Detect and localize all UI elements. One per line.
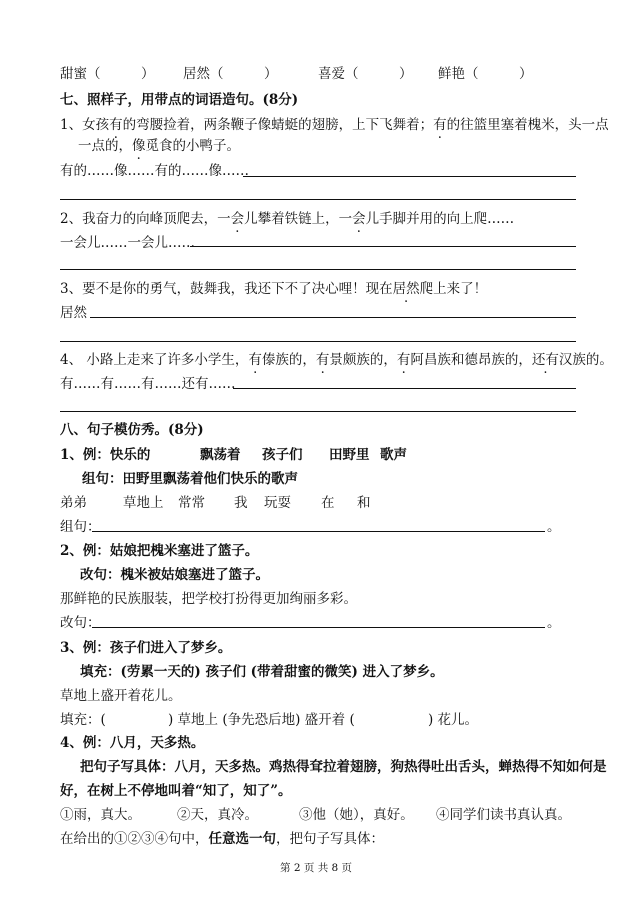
q4-answer-line-1[interactable] (233, 388, 576, 389)
item4-option-3: ③他（她），真好。 (299, 807, 414, 823)
item1-word-7: 和 (357, 495, 371, 511)
q3-sentence: 3、要不是你的勇气，鼓舞我，我还下不了决心哩！现在居然爬上来了！ (60, 281, 488, 297)
item1-word-2: 草地上 (123, 495, 164, 511)
vocab-item-2: 居然（ ） (183, 66, 278, 82)
vocab-item-4: 鲜艳（ ） (438, 66, 533, 82)
item4-option-1: ①雨，真大。 (60, 807, 141, 823)
item3-example: 3、例：孩子们进入了梦乡。 (60, 640, 232, 656)
item4-instruction: 在给出的①②③④句中，任意选一句，把句子写具体： (60, 831, 384, 847)
q3-answer-line-1[interactable] (90, 317, 576, 318)
item4-concrete-line1: 把句子写具体：八月，天多热。鸡热得耷拉着翅膀，狗热得吐出舌头，蝉热得不知如何是 (80, 759, 607, 775)
item1-word-1: 弟弟 (60, 495, 87, 511)
section-8-title: 八、句子模仿秀。(8分) (60, 422, 204, 438)
item4-option-2: ②天，真冷。 (177, 807, 258, 823)
item3-answer-part-3: ) 花儿。 (428, 712, 479, 728)
q4-sentence: 4、 小路上走来了许多小学生，有傣族的，有景颇族的，有阿昌族和德昂族的，还有汉族的。 (60, 352, 613, 368)
q3-pattern: 居然 (60, 305, 87, 321)
item2-answer-line[interactable] (92, 627, 545, 628)
q1-pattern: 有的……像……有的……像…… (60, 163, 249, 179)
item4-example: 4、例：八月，天多热。 (60, 735, 205, 751)
item1-word-4: 我 (234, 495, 248, 511)
section-7-title: 七、照样子，用带点的词语造句。(8分) (60, 92, 299, 108)
item4-option-4: ④同学们读书真认真。 (436, 807, 571, 823)
page-number: 第 2 页 共 8 页 (280, 862, 353, 874)
item1-example-phrase-4: 田野里 (329, 447, 370, 463)
item3-answer-part-1: 填充：( (60, 712, 106, 728)
item1-answer-line[interactable] (92, 531, 545, 532)
item1-word-5: 玩耍 (264, 495, 291, 511)
item1-example-phrase-1: 1、例：快乐的 (60, 447, 151, 463)
q2-pattern: 一会儿……一会儿…… (60, 235, 195, 251)
item2-example: 2、例：姑娘把槐米塞进了篮子。 (60, 543, 259, 559)
q2-answer-line-1[interactable] (190, 246, 576, 247)
item1-answer-label: 组句： (60, 519, 101, 535)
q2-answer-line-2[interactable] (60, 269, 576, 270)
vocab-item-1: 甜蜜（ ） (60, 66, 155, 82)
q1-sentence-line1: 1、女孩有的弯腰捡着，两条鞭子像蜻蜓的翅膀，上下飞舞着；有的往篮里塞着槐米，头一点 (60, 117, 609, 133)
item2-sentence: 那鲜艳的民族服装，把学校打扮得更加绚丽多彩。 (60, 591, 357, 607)
item2-period: 。 (547, 615, 561, 631)
item1-word-6: 在 (321, 495, 335, 511)
item4-concrete-line2: 好，在树上不停地叫着“知了，知了”。 (60, 783, 292, 799)
item2-rewrite-example: 改句：槐米被姑娘塞进了篮子。 (80, 567, 269, 583)
item1-period: 。 (547, 519, 561, 535)
q1-answer-line-1[interactable] (243, 176, 576, 177)
item1-example-phrase-2: 飘荡着 (200, 447, 241, 463)
q4-pattern: 有……有……有……还有…… (60, 376, 236, 392)
item2-answer-label: 改句： (60, 615, 101, 631)
item1-example-phrase-5: 歌声 (380, 447, 407, 463)
q1-sentence-line2: 一点的，像觅食的小鸭子。 (78, 138, 240, 154)
item3-fill-example: 填充：(劳累一天的) 孩子们 (带着甜蜜的微笑) 进入了梦乡。 (80, 664, 444, 680)
item1-compose-example: 组句：田野里飘荡着他们快乐的歌声 (82, 471, 298, 487)
q1-answer-line-2[interactable] (60, 199, 576, 200)
q2-sentence: 2、我奋力的向峰顶爬去，一会儿攀着铁链上，一会儿手脚并用的向上爬…… (60, 211, 515, 227)
item3-answer-part-2: ) 草地上 (争先恐后地) 盛开着 ( (168, 712, 355, 728)
vocab-item-3: 喜爱（ ） (318, 66, 413, 82)
q3-answer-line-2[interactable] (60, 341, 576, 342)
item1-word-3: 常常 (178, 495, 205, 511)
q4-answer-line-2[interactable] (60, 411, 576, 412)
item3-sentence: 草地上盛开着花儿。 (60, 688, 182, 704)
item1-example-phrase-3: 孩子们 (262, 447, 303, 463)
